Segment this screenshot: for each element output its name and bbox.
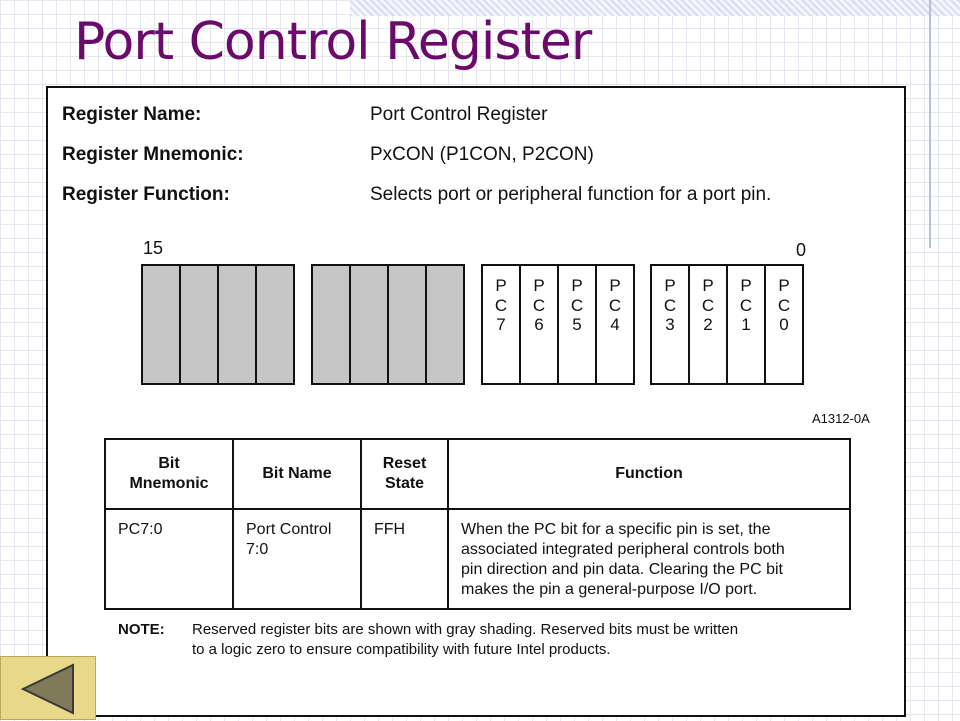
msb-bit-number: 15: [143, 238, 164, 258]
bit-digit: 0: [779, 315, 789, 334]
register-function-value: Selects port or peripheral function for a port pin.: [370, 184, 772, 205]
bit-letter: C: [532, 295, 546, 315]
cell-text: 7:0: [246, 541, 269, 558]
bit-letter: P: [571, 276, 583, 295]
cell-text: When the PC bit for a specific pin is set, the: [461, 521, 771, 538]
register-name-value: Port Control Register: [370, 104, 548, 125]
register-mnemonic-value: PxCON (P1CON, P2CON): [370, 144, 594, 165]
note-label: NOTE:: [118, 621, 165, 638]
header-function: Function: [448, 439, 850, 509]
note-line: Reserved register bits are shown with gray shading. Reserved bits must be written: [192, 621, 739, 638]
bit-digit: 1: [741, 315, 751, 334]
bit-letter: P: [740, 276, 752, 295]
reserved-bit-cell: [217, 264, 257, 385]
reserved-bit-cell: [311, 264, 351, 385]
bit-letter: P: [609, 276, 621, 295]
header-text: State: [384, 475, 425, 492]
bit-digit: 7: [496, 315, 506, 334]
bit-letter: C: [608, 295, 622, 315]
reserved-bit-cell: [425, 264, 465, 385]
reserved-bits-high: [141, 264, 293, 385]
slide-title: Port Control Register: [74, 12, 592, 72]
bit-letter: C: [701, 295, 715, 315]
table-header-row: [105, 439, 850, 509]
register-figure: [46, 86, 906, 717]
header-bit-mnemonic: [105, 439, 233, 509]
bit-letter: P: [533, 276, 545, 295]
pc0-bit-cell: [764, 264, 804, 385]
reserved-bit-cell: [141, 264, 181, 385]
header-bit-name: Bit Name: [233, 439, 361, 509]
pc3-bit-cell: [650, 264, 690, 385]
cell-text: associated integrated peripheral controls both: [461, 541, 785, 558]
bit-description-table: [104, 438, 851, 610]
back-button[interactable]: [0, 656, 96, 720]
bit-letter: C: [570, 295, 584, 315]
header-text: Mnemonic: [129, 475, 209, 492]
bit-digit: 4: [610, 315, 620, 334]
bit-digit: 3: [665, 315, 675, 334]
reserved-bit-cell: [349, 264, 389, 385]
bit-letter: C: [777, 295, 791, 315]
bit-digit: 2: [703, 315, 713, 334]
pc4-bit-cell: [595, 264, 635, 385]
bit-digit: 5: [572, 315, 582, 334]
bit-letter: C: [739, 295, 753, 315]
header-text: Bit: [158, 455, 180, 472]
reserved-bits-low: [311, 264, 463, 385]
bit-letter: C: [663, 295, 677, 315]
cell-mnemonic: PC7:0: [105, 509, 233, 609]
header-text: Reset: [382, 455, 427, 472]
triangle-left-icon: [1, 657, 97, 721]
bit-letter: P: [778, 276, 790, 295]
reserved-bit-cell: [387, 264, 427, 385]
register-mnemonic-label: Register Mnemonic:: [62, 144, 244, 165]
register-function-label: Register Function:: [62, 184, 230, 205]
pc5-bit-cell: [557, 264, 597, 385]
cell-function: [448, 509, 850, 609]
register-name-label: Register Name:: [62, 104, 202, 125]
bit-letter: P: [495, 276, 507, 295]
right-decor-line: [929, 0, 931, 248]
bit-digit: 6: [534, 315, 544, 334]
pc1-bit-cell: [726, 264, 766, 385]
reserved-bit-cell: [255, 264, 295, 385]
reserved-bit-cell: [179, 264, 219, 385]
cell-reset-state: FFH: [361, 509, 448, 609]
table-row: [105, 509, 850, 609]
pc6-bit-cell: [519, 264, 559, 385]
header-reset-state: [361, 439, 448, 509]
note-text: [192, 620, 852, 660]
bit-letter: C: [494, 295, 508, 315]
pc-bits-high: [481, 264, 633, 385]
cell-text: pin direction and pin data. Clearing the PC bit: [461, 561, 783, 578]
cell-text: makes the pin a general-purpose I/O port.: [461, 581, 758, 598]
note-line: to a logic zero to ensure compatibility with future Intel products.: [192, 641, 611, 658]
lsb-bit-number: 0: [796, 240, 807, 260]
pc7-bit-cell: [481, 264, 521, 385]
figure-id: A1312-0A: [812, 411, 870, 426]
cell-text: Port Control: [246, 521, 332, 538]
bit-letter: P: [702, 276, 714, 295]
pc-bits-low: [650, 264, 802, 385]
cell-bit-name: [233, 509, 361, 609]
pc2-bit-cell: [688, 264, 728, 385]
bit-letter: P: [664, 276, 676, 295]
